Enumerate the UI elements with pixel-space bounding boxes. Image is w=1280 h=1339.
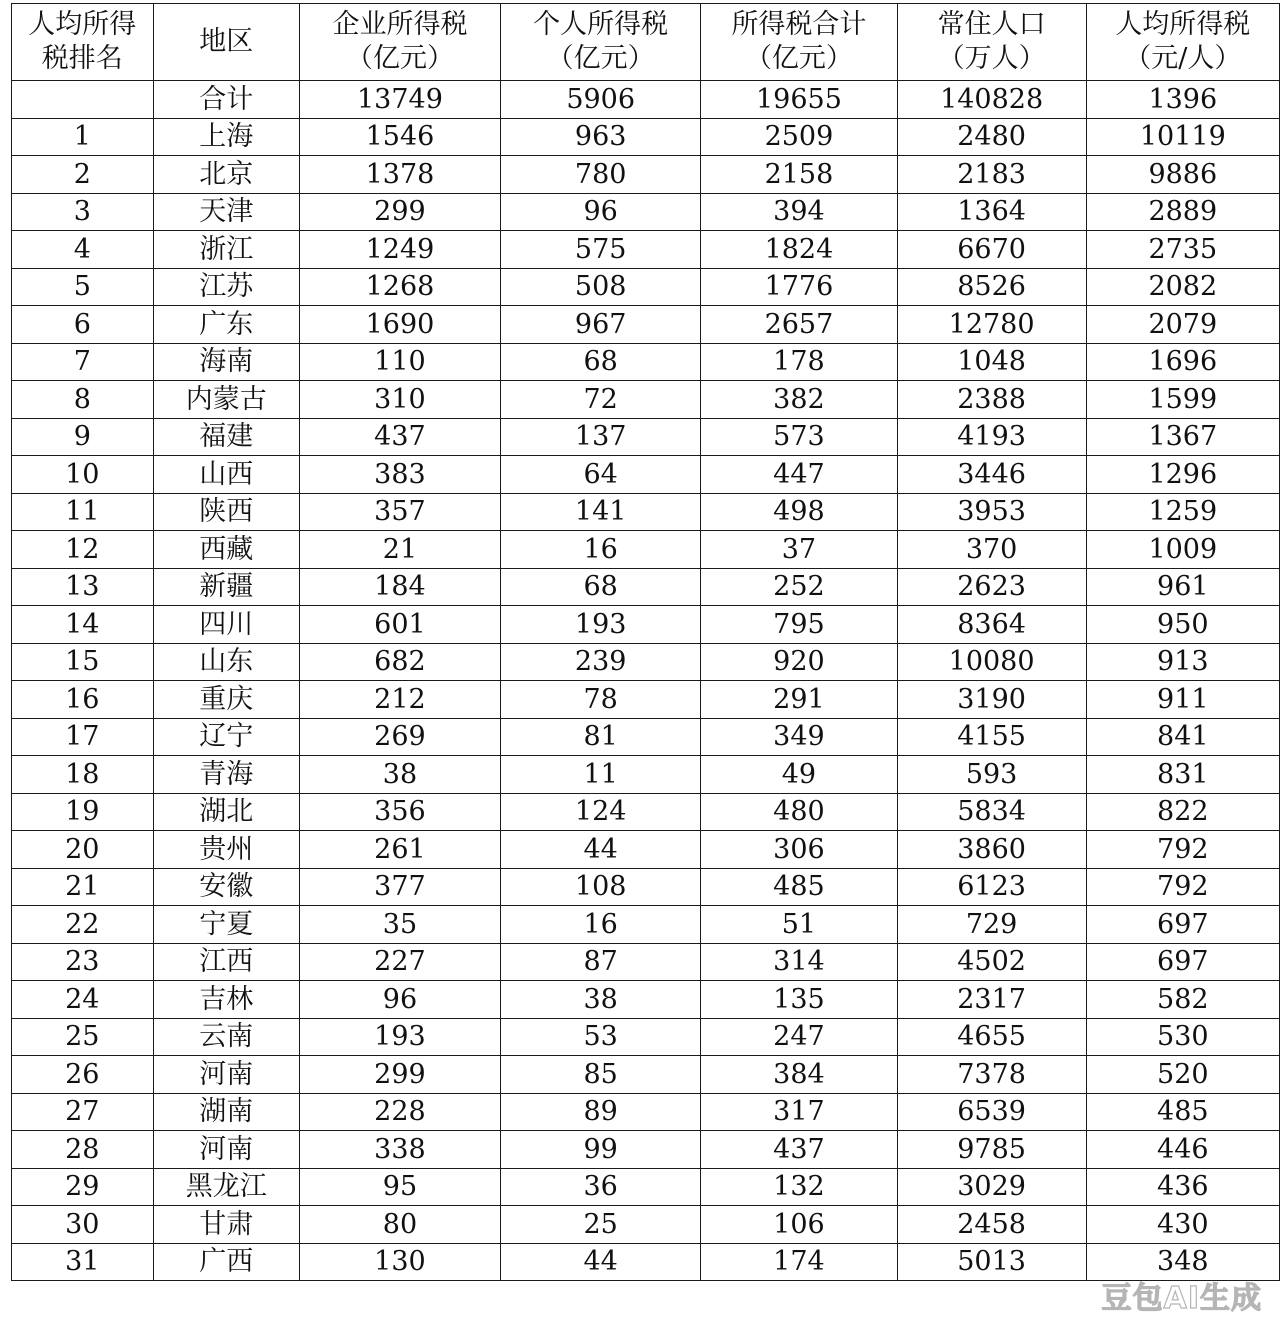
total-tax-cell: 498 [701, 493, 897, 531]
total-row [12, 81, 1280, 119]
rank-cell: 9 [12, 418, 154, 456]
corporate-tax-cell: 356 [299, 793, 500, 831]
per-capita-tax-cell: 831 [1086, 756, 1279, 794]
total-tax-cell: 291 [701, 681, 897, 719]
per-capita-tax-cell: 697 [1086, 906, 1279, 944]
header-line-1: 人均所得税 [1115, 9, 1251, 40]
corporate-tax-cell: 95 [299, 1168, 500, 1206]
population-cell: 6539 [897, 1093, 1086, 1131]
population-cell: 4655 [897, 1018, 1086, 1056]
rank-cell: 24 [12, 981, 154, 1019]
corporate-tax-cell: 1249 [299, 231, 500, 269]
table-row [12, 868, 1280, 906]
per-capita-tax-cell: 530 [1086, 1018, 1279, 1056]
rank-cell: 13 [12, 568, 154, 606]
per-capita-tax-cell: 9886 [1086, 156, 1279, 194]
rank-cell: 11 [12, 493, 154, 531]
rank-cell: 25 [12, 1018, 154, 1056]
personal-tax-cell: 36 [501, 1168, 701, 1206]
table-row [12, 718, 1280, 756]
per-capita-tax-cell: 1367 [1086, 418, 1279, 456]
personal-tax-cell: 141 [501, 493, 701, 531]
personal-tax-cell: 575 [501, 231, 701, 269]
header-line-2: 税排名 [41, 43, 123, 74]
population-cell: 5834 [897, 793, 1086, 831]
header-line-1: 个人所得税 [533, 9, 669, 40]
corporate-tax-cell: 212 [299, 681, 500, 719]
header-line-1: 所得税合计 [731, 9, 867, 40]
population-cell: 593 [897, 756, 1086, 794]
table-row [12, 793, 1280, 831]
region-cell: 湖南 [153, 1093, 299, 1131]
population-cell: 8526 [897, 268, 1086, 306]
total-tax-cell: 51 [701, 906, 897, 944]
per-capita-tax-cell: 436 [1086, 1168, 1279, 1206]
region-cell: 广东 [153, 306, 299, 344]
per-capita-tax-cell: 2735 [1086, 231, 1279, 269]
corporate-tax-cell: 437 [299, 418, 500, 456]
population-cell: 4193 [897, 418, 1086, 456]
region-cell: 河南 [153, 1131, 299, 1169]
population-cell: 3446 [897, 456, 1086, 494]
region-cell: 山东 [153, 643, 299, 681]
table-header [12, 4, 1280, 81]
corporate-tax-cell: 357 [299, 493, 500, 531]
per-capita-tax-cell: 1296 [1086, 456, 1279, 494]
population-cell: 1364 [897, 193, 1086, 231]
personal-tax-cell: 96 [501, 193, 701, 231]
rank-cell: 23 [12, 943, 154, 981]
region-cell: 黑龙江 [153, 1168, 299, 1206]
corporate-tax-cell: 269 [299, 718, 500, 756]
table-row [12, 981, 1280, 1019]
rank-cell: 29 [12, 1168, 154, 1206]
table-row [12, 1168, 1280, 1206]
region-cell: 山西 [153, 456, 299, 494]
table-row [12, 493, 1280, 531]
rank-cell: 10 [12, 456, 154, 494]
corporate-tax-cell: 193 [299, 1018, 500, 1056]
population-cell: 4155 [897, 718, 1086, 756]
rank-cell: 22 [12, 906, 154, 944]
region-cell: 内蒙古 [153, 381, 299, 419]
region-cell: 湖北 [153, 793, 299, 831]
table-row [12, 1018, 1280, 1056]
table-row [12, 193, 1280, 231]
table-row [12, 606, 1280, 644]
total-tax-cell: 2657 [701, 306, 897, 344]
personal-tax-cell: 16 [501, 906, 701, 944]
region-cell: 青海 [153, 756, 299, 794]
header-line-1: 常住人口 [937, 9, 1046, 40]
personal-tax-cell: 11 [501, 756, 701, 794]
per-capita-tax-cell: 961 [1086, 568, 1279, 606]
header-line-2: （亿元） [345, 43, 454, 74]
table-row [12, 231, 1280, 269]
personal-tax-cell: 124 [501, 793, 701, 831]
header-line-1: 地区 [199, 26, 254, 57]
region-cell: 贵州 [153, 831, 299, 869]
personal-tax-cell: 68 [501, 343, 701, 381]
per-capita-tax-cell: 10119 [1086, 118, 1279, 156]
rank-cell: 2 [12, 156, 154, 194]
corporate-tax-cell: 1378 [299, 156, 500, 194]
header-line-2: （元/人） [1124, 43, 1242, 74]
population-cell: 729 [897, 906, 1086, 944]
region-cell: 福建 [153, 418, 299, 456]
population-cell: 2480 [897, 118, 1086, 156]
per-capita-tax-cell: 2082 [1086, 268, 1279, 306]
table-row [12, 456, 1280, 494]
population-cell: 3190 [897, 681, 1086, 719]
table-row [12, 268, 1280, 306]
corporate-tax-cell: 1268 [299, 268, 500, 306]
total-tax-cell: 49 [701, 756, 897, 794]
rank-cell: 28 [12, 1131, 154, 1169]
corporate-tax-cell: 299 [299, 193, 500, 231]
rank-cell: 6 [12, 306, 154, 344]
rank-cell: 20 [12, 831, 154, 869]
corporate-tax-cell: 13749 [299, 81, 500, 119]
rank-cell: 16 [12, 681, 154, 719]
table-row [12, 1056, 1280, 1094]
per-capita-tax-cell: 348 [1086, 1243, 1279, 1281]
population-cell: 9785 [897, 1131, 1086, 1169]
total-tax-cell: 247 [701, 1018, 897, 1056]
total-tax-cell: 382 [701, 381, 897, 419]
total-tax-cell: 384 [701, 1056, 897, 1094]
table-row [12, 156, 1280, 194]
population-cell: 4502 [897, 943, 1086, 981]
per-capita-tax-cell: 841 [1086, 718, 1279, 756]
personal-tax-cell: 193 [501, 606, 701, 644]
personal-tax-cell: 72 [501, 381, 701, 419]
region-cell: 辽宁 [153, 718, 299, 756]
personal-tax-cell: 85 [501, 1056, 701, 1094]
table-row [12, 306, 1280, 344]
per-capita-tax-cell: 582 [1086, 981, 1279, 1019]
region-cell: 天津 [153, 193, 299, 231]
total-tax-cell: 437 [701, 1131, 897, 1169]
corporate-tax-cell: 38 [299, 756, 500, 794]
region-cell: 重庆 [153, 681, 299, 719]
population-cell: 7378 [897, 1056, 1086, 1094]
header-line-2: （亿元） [744, 43, 853, 74]
per-capita-tax-cell: 1009 [1086, 531, 1279, 569]
per-capita-tax-cell: 520 [1086, 1056, 1279, 1094]
region-cell: 新疆 [153, 568, 299, 606]
total-tax-cell: 795 [701, 606, 897, 644]
total-tax-cell: 317 [701, 1093, 897, 1131]
population-cell: 140828 [897, 81, 1086, 119]
population-cell: 2317 [897, 981, 1086, 1019]
table-row [12, 1243, 1280, 1281]
total-tax-cell: 135 [701, 981, 897, 1019]
personal-tax-cell: 78 [501, 681, 701, 719]
table-row [12, 568, 1280, 606]
total-tax-cell: 174 [701, 1243, 897, 1281]
corporate-tax-cell: 310 [299, 381, 500, 419]
table-row [12, 1131, 1280, 1169]
per-capita-tax-cell: 1696 [1086, 343, 1279, 381]
personal-tax-cell: 780 [501, 156, 701, 194]
population-cell: 3029 [897, 1168, 1086, 1206]
personal-tax-cell: 239 [501, 643, 701, 681]
region-cell: 安徽 [153, 868, 299, 906]
per-capita-tax-cell: 1396 [1086, 81, 1279, 119]
header-line-2: （亿元） [546, 43, 655, 74]
region-cell: 吉林 [153, 981, 299, 1019]
table-row [12, 343, 1280, 381]
region-cell: 广西 [153, 1243, 299, 1281]
per-capita-tax-cell: 822 [1086, 793, 1279, 831]
region-cell: 陕西 [153, 493, 299, 531]
region-cell: 海南 [153, 343, 299, 381]
personal-tax-cell: 64 [501, 456, 701, 494]
total-tax-cell: 394 [701, 193, 897, 231]
per-capita-tax-cell: 697 [1086, 943, 1279, 981]
personal-tax-cell: 38 [501, 981, 701, 1019]
per-capita-tax-cell: 911 [1086, 681, 1279, 719]
per-capita-tax-cell: 950 [1086, 606, 1279, 644]
corporate-tax-cell: 96 [299, 981, 500, 1019]
table-row [12, 1206, 1280, 1244]
table-row [12, 418, 1280, 456]
population-cell: 12780 [897, 306, 1086, 344]
table-row [12, 831, 1280, 869]
region-cell: 合计 [153, 81, 299, 119]
per-capita-tax-cell: 2889 [1086, 193, 1279, 231]
region-cell: 北京 [153, 156, 299, 194]
table-row [12, 906, 1280, 944]
table-row [12, 118, 1280, 156]
total-tax-cell: 447 [701, 456, 897, 494]
total-tax-cell: 573 [701, 418, 897, 456]
table-row [12, 943, 1280, 981]
personal-tax-cell: 16 [501, 531, 701, 569]
region-cell: 西藏 [153, 531, 299, 569]
per-capita-tax-cell: 2079 [1086, 306, 1279, 344]
rank-cell: 8 [12, 381, 154, 419]
region-cell: 上海 [153, 118, 299, 156]
total-tax-cell: 480 [701, 793, 897, 831]
personal-tax-cell: 44 [501, 831, 701, 869]
population-cell: 10080 [897, 643, 1086, 681]
total-tax-cell: 306 [701, 831, 897, 869]
population-cell: 6123 [897, 868, 1086, 906]
per-capita-tax-cell: 913 [1086, 643, 1279, 681]
total-tax-cell: 2158 [701, 156, 897, 194]
corporate-tax-cell: 184 [299, 568, 500, 606]
per-capita-tax-cell: 446 [1086, 1131, 1279, 1169]
population-cell: 2183 [897, 156, 1086, 194]
table-row [12, 643, 1280, 681]
corporate-tax-cell: 601 [299, 606, 500, 644]
population-cell: 6670 [897, 231, 1086, 269]
corporate-tax-cell: 299 [299, 1056, 500, 1094]
rank-cell: 26 [12, 1056, 154, 1094]
rank-cell: 12 [12, 531, 154, 569]
population-cell: 8364 [897, 606, 1086, 644]
population-cell: 3953 [897, 493, 1086, 531]
corporate-tax-cell: 80 [299, 1206, 500, 1244]
population-cell: 1048 [897, 343, 1086, 381]
table-row [12, 531, 1280, 569]
personal-tax-cell: 108 [501, 868, 701, 906]
population-cell: 2458 [897, 1206, 1086, 1244]
total-tax-cell: 314 [701, 943, 897, 981]
header-row [12, 4, 1280, 81]
rank-cell: 27 [12, 1093, 154, 1131]
corporate-tax-cell: 261 [299, 831, 500, 869]
corporate-tax-cell: 227 [299, 943, 500, 981]
rank-cell: 1 [12, 118, 154, 156]
corporate-tax-cell: 110 [299, 343, 500, 381]
personal-tax-cell: 53 [501, 1018, 701, 1056]
header-total-tax [701, 4, 897, 81]
region-cell: 浙江 [153, 231, 299, 269]
total-tax-cell: 37 [701, 531, 897, 569]
corporate-tax-cell: 1546 [299, 118, 500, 156]
rank-cell: 15 [12, 643, 154, 681]
rank-cell: 14 [12, 606, 154, 644]
per-capita-tax-cell: 1599 [1086, 381, 1279, 419]
region-cell: 四川 [153, 606, 299, 644]
total-tax-cell: 920 [701, 643, 897, 681]
region-cell: 河南 [153, 1056, 299, 1094]
header-personal-tax [501, 4, 701, 81]
corporate-tax-cell: 682 [299, 643, 500, 681]
corporate-tax-cell: 130 [299, 1243, 500, 1281]
corporate-tax-cell: 383 [299, 456, 500, 494]
table-row [12, 381, 1280, 419]
population-cell: 3860 [897, 831, 1086, 869]
total-tax-cell: 349 [701, 718, 897, 756]
total-tax-cell: 106 [701, 1206, 897, 1244]
per-capita-tax-cell: 1259 [1086, 493, 1279, 531]
region-cell: 甘肃 [153, 1206, 299, 1244]
header-corporate-tax [299, 4, 500, 81]
table-row [12, 681, 1280, 719]
total-tax-cell: 19655 [701, 81, 897, 119]
personal-tax-cell: 99 [501, 1131, 701, 1169]
rank-cell: 3 [12, 193, 154, 231]
rank-cell: 4 [12, 231, 154, 269]
rank-cell [12, 81, 154, 119]
personal-tax-cell: 25 [501, 1206, 701, 1244]
table-row [12, 756, 1280, 794]
per-capita-tax-cell: 430 [1086, 1206, 1279, 1244]
total-tax-cell: 1824 [701, 231, 897, 269]
corporate-tax-cell: 35 [299, 906, 500, 944]
header-rank [12, 4, 154, 81]
table-row [12, 1093, 1280, 1131]
corporate-tax-cell: 377 [299, 868, 500, 906]
rank-cell: 18 [12, 756, 154, 794]
rank-cell: 7 [12, 343, 154, 381]
total-tax-cell: 178 [701, 343, 897, 381]
rank-cell: 31 [12, 1243, 154, 1281]
personal-tax-cell: 87 [501, 943, 701, 981]
per-capita-tax-cell: 485 [1086, 1093, 1279, 1131]
corporate-tax-cell: 21 [299, 531, 500, 569]
corporate-tax-cell: 338 [299, 1131, 500, 1169]
header-population [897, 4, 1086, 81]
region-cell: 江西 [153, 943, 299, 981]
per-capita-tax-cell: 792 [1086, 831, 1279, 869]
total-tax-cell: 2509 [701, 118, 897, 156]
personal-tax-cell: 89 [501, 1093, 701, 1131]
population-cell: 2623 [897, 568, 1086, 606]
personal-tax-cell: 137 [501, 418, 701, 456]
population-cell: 370 [897, 531, 1086, 569]
region-cell: 江苏 [153, 268, 299, 306]
personal-tax-cell: 967 [501, 306, 701, 344]
header-line-2: （万人） [937, 43, 1046, 74]
watermark-text: 豆包AI生成 [1101, 1281, 1262, 1316]
rank-cell: 21 [12, 868, 154, 906]
rank-cell: 30 [12, 1206, 154, 1244]
per-capita-tax-cell: 792 [1086, 868, 1279, 906]
population-cell: 2388 [897, 381, 1086, 419]
total-tax-cell: 485 [701, 868, 897, 906]
corporate-tax-cell: 228 [299, 1093, 500, 1131]
header-line-1: 人均所得 [28, 9, 137, 40]
header-line-1: 企业所得税 [332, 9, 468, 40]
rank-cell: 19 [12, 793, 154, 831]
total-tax-cell: 252 [701, 568, 897, 606]
region-cell: 宁夏 [153, 906, 299, 944]
region-cell: 云南 [153, 1018, 299, 1056]
personal-tax-cell: 68 [501, 568, 701, 606]
corporate-tax-cell: 1690 [299, 306, 500, 344]
population-cell: 5013 [897, 1243, 1086, 1281]
header-per-capita-tax [1086, 4, 1279, 81]
header-region [153, 4, 299, 81]
rank-cell: 17 [12, 718, 154, 756]
personal-tax-cell: 81 [501, 718, 701, 756]
total-tax-cell: 132 [701, 1168, 897, 1206]
rank-cell: 5 [12, 268, 154, 306]
personal-tax-cell: 508 [501, 268, 701, 306]
table-body [12, 81, 1280, 1281]
personal-tax-cell: 5906 [501, 81, 701, 119]
personal-tax-cell: 963 [501, 118, 701, 156]
income-tax-table [11, 3, 1280, 1281]
personal-tax-cell: 44 [501, 1243, 701, 1281]
total-tax-cell: 1776 [701, 268, 897, 306]
